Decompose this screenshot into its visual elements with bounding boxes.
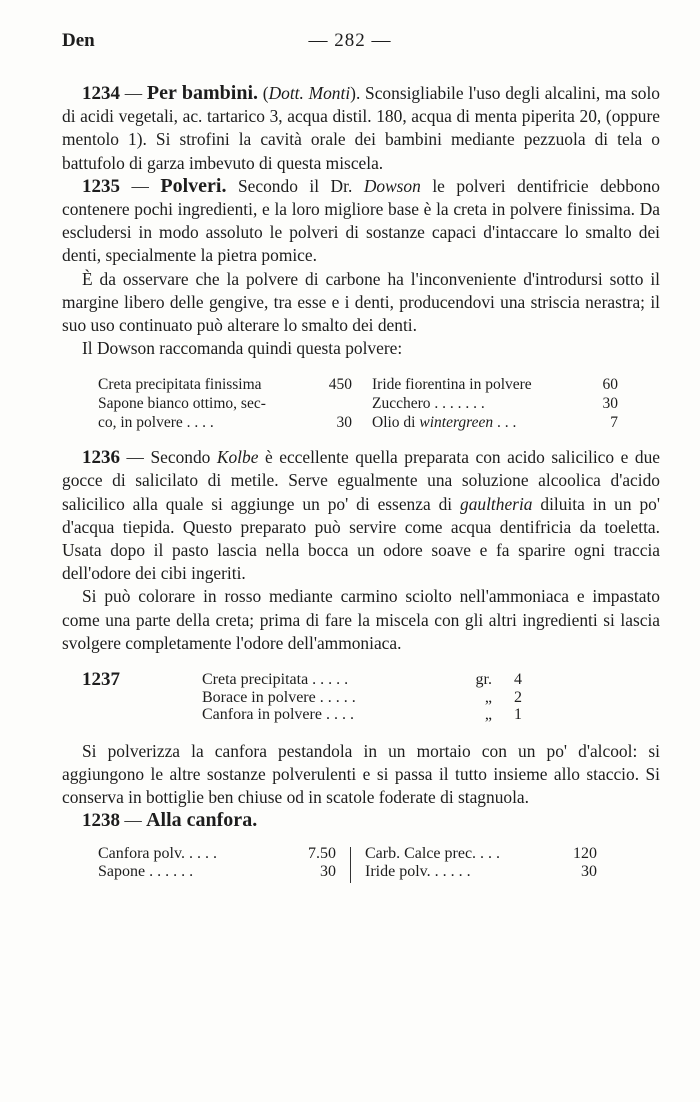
section-number: 1235 bbox=[82, 175, 120, 197]
section-1236 bbox=[62, 446, 660, 585]
ingredient: Borace in polvere . . . . . bbox=[202, 688, 356, 706]
dash: — bbox=[120, 810, 147, 831]
unit: „ bbox=[484, 706, 492, 724]
section-number: 1237 bbox=[82, 669, 120, 691]
recipe-1237 bbox=[82, 671, 660, 724]
section-1234 bbox=[62, 82, 660, 175]
text: Secondo il Dr. bbox=[226, 175, 364, 196]
table-row bbox=[98, 376, 352, 395]
leader-dots: . . . bbox=[493, 413, 517, 431]
running-head: Den bbox=[62, 30, 95, 51]
ingredient: Creta precipitata finissima bbox=[98, 376, 262, 394]
table-column-right bbox=[372, 376, 618, 432]
table-row bbox=[372, 376, 618, 395]
ingredient: Iride fiorentina in polvere bbox=[372, 376, 532, 394]
dash: — bbox=[120, 447, 151, 468]
page-header bbox=[62, 30, 638, 60]
page-body bbox=[62, 82, 660, 883]
ingredient-text: Olio di bbox=[372, 413, 420, 431]
quantity: 30 bbox=[602, 395, 618, 413]
table-row bbox=[372, 395, 618, 414]
text: è eccellente quella preparata con acido salicilico e due gocce di salicilato di metile. Serve egualmente una soluzione alcoolica d'acido salicilico alla quale si aggiunge un po' di essenza di bbox=[62, 447, 660, 514]
ingredient: Creta precipitata . . . . . bbox=[202, 671, 349, 689]
column-divider bbox=[350, 847, 351, 883]
dash: — bbox=[120, 175, 161, 196]
table-row bbox=[98, 414, 352, 433]
ingredient: Iride polv. . . . . . bbox=[365, 863, 471, 881]
author-name: Dowson bbox=[363, 175, 421, 196]
paragraph: Si può colorare in rosso mediante carmino sciolto nell'ammoniaca e impastato come una parte della creta; prima di fare la miscela con gli altri ingredienti si lascia svolgere completamente l'odore dell'ammoniaca. bbox=[62, 586, 660, 653]
dash: — bbox=[120, 83, 147, 103]
page-number: — 282 — bbox=[308, 30, 392, 51]
text: diluita in un po' d'acqua tiepida. Questo preparato può servire come acqua dentifricia da toeletta. Usata dopo il pasto lascia nella bocca un odore soave e fa sparire ogni traccia dell'odore dei cibi ingeriti. bbox=[62, 493, 660, 584]
list-item bbox=[202, 706, 522, 724]
quantity: 7 bbox=[610, 413, 618, 431]
ingredient: Sapone bianco ottimo, sec- bbox=[98, 395, 266, 413]
author-name: Dott. Monti bbox=[268, 83, 351, 103]
quantity: 30 bbox=[336, 413, 352, 431]
unit: „ bbox=[484, 688, 492, 706]
table-column-left bbox=[98, 376, 352, 432]
section-title: Polveri. bbox=[160, 174, 227, 197]
quantity: 30 bbox=[581, 863, 597, 881]
section-title: Per bambini. bbox=[146, 82, 259, 104]
text: ). Sconsigliabile l'uso degli alcalini, ma solo di acidi vegetali, ac. tartarico 3, acqua distil. 180, acqua di menta piperita 20, (oppure mentolo 1). Si strofini la cavità orale dei bambini mediante pezzuola di tela o battufolo di garza imbevuto di questa miscela. bbox=[62, 83, 660, 173]
table-column-right bbox=[365, 845, 597, 883]
text: Secondo bbox=[150, 447, 217, 468]
paragraph: Si polverizza la canfora pestandola in un mortaio con un po' d'alcool: si aggiungono le altre sostanze polverulenti e si passa il tutto insieme allo staccio. Si conserva in bottiglie ben chiuse od in scatole foderate di stagnuola. bbox=[62, 740, 660, 808]
author-name: Kolbe bbox=[216, 447, 259, 468]
section-1238 bbox=[62, 809, 660, 832]
ingredient: co, in polvere . . . . bbox=[98, 413, 214, 431]
quantity: 450 bbox=[328, 376, 352, 394]
ingredient: Carb. Calce prec. . . . bbox=[365, 844, 501, 862]
list-item bbox=[202, 689, 522, 707]
section-number: 1238 bbox=[82, 810, 120, 832]
ingredient: Canfora polv. . . . . bbox=[98, 844, 217, 862]
ingredient: Sapone . . . . . . bbox=[98, 863, 194, 881]
ingredient: Canfora in polvere . . . . bbox=[202, 706, 354, 724]
section-number: 1236 bbox=[82, 447, 120, 469]
quantity: 120 bbox=[573, 844, 597, 862]
text: ( bbox=[258, 83, 269, 103]
quantity: 2 bbox=[514, 688, 522, 706]
plant-name: gaultheria bbox=[460, 493, 533, 514]
paragraph: È da osservare che la polvere di carbone ha l'inconveniente d'introdursi sotto il margine libero delle gengive, tra esse e i denti, producendovi una striscia nerastra; il suo uso continuato può alterare lo smalto dei denti. bbox=[62, 268, 660, 336]
ingredient-italic: wintergreen bbox=[419, 413, 494, 431]
unit: gr. bbox=[475, 671, 492, 689]
section-number: 1234 bbox=[82, 83, 120, 104]
quantity: 7.50 bbox=[308, 844, 336, 862]
recipe-table-1238 bbox=[98, 845, 660, 883]
quantity: 60 bbox=[602, 376, 618, 394]
table-row bbox=[365, 845, 597, 864]
ingredient: Zucchero . . . . . . . bbox=[372, 395, 485, 413]
paragraph: Il Dowson raccomanda quindi questa polvere: bbox=[82, 338, 403, 359]
ingredient bbox=[372, 414, 516, 433]
table-row bbox=[372, 414, 618, 433]
table-column-left bbox=[98, 845, 336, 883]
quantity: 30 bbox=[320, 863, 336, 881]
quantity: 1 bbox=[514, 706, 522, 724]
table-row bbox=[98, 863, 336, 882]
quantity: 4 bbox=[514, 671, 522, 689]
recipe-table-1235 bbox=[98, 376, 660, 432]
section-title: Alla canfora. bbox=[146, 809, 258, 832]
text: le polveri dentifricie debbono contenere pochi ingredienti, e la loro migliore base è la creta in polvere finissima. Da escludersi in modo assoluto le polveri di sostanze capaci d'intaccare lo smalto dei denti, specialmente la pietra pomice. bbox=[62, 175, 660, 266]
section-1235 bbox=[62, 175, 660, 268]
table-row bbox=[365, 863, 597, 882]
ingredient-list bbox=[202, 671, 522, 724]
table-row bbox=[98, 395, 352, 414]
table-row bbox=[98, 845, 336, 864]
list-item bbox=[202, 671, 522, 689]
